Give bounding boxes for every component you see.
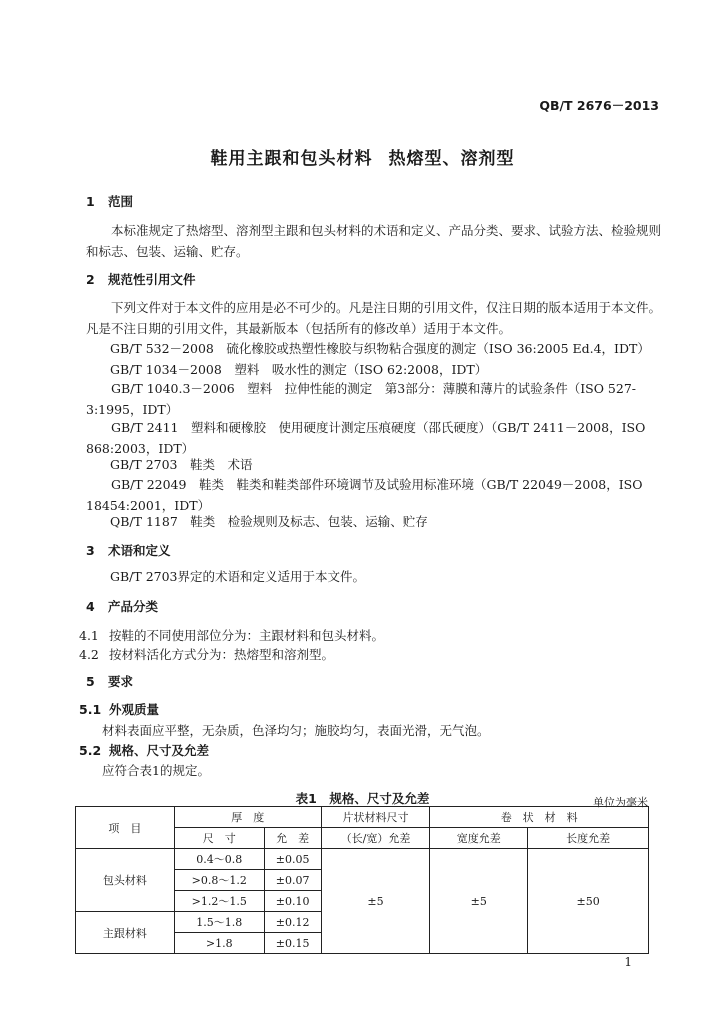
title-part-2: 热熔型、溶剂型 [388,149,515,169]
cell-size: >1.2～1.5 [174,891,264,912]
section-number: 2 [86,272,95,287]
reference-item: GB/T 532－2008 硫化橡胶或热塑性橡胶与织物粘合强度的测定（ISO 36:2005 Ed.4，IDT） [110,341,650,356]
clause-5-1-paragraph: 材料表面应平整，无杂质，色泽均匀；施胶均匀，表面光滑，无气泡。 [102,723,490,738]
section-title: 规范性引用文件 [108,272,196,287]
reference-item: QB/T 1187 鞋类 检验规则及标志、包装、运输、贮存 [110,514,428,529]
section-1-heading [86,192,133,210]
reference-item: GB/T 2411 塑料和硬橡胶 使用硬度计测定压痕硬度（邵氏硬度）（GB/T 2411－2008，ISO 868:2003，IDT） [86,420,646,456]
page-number: 1 [624,955,632,969]
cell-sheet-tolerance: ±5 [321,849,430,954]
cell-size: >0.8～1.2 [174,870,264,891]
header-roll-material: 卷 状 材 料 [430,807,649,828]
clause-5-1-heading [79,700,159,718]
section-5-heading [86,672,133,690]
section-3-heading [86,541,171,559]
section-1-paragraph: 本标准规定了热熔型、溶剂型主跟和包头材料的术语和定义、产品分类、要求、试验方法、检验规则和标志、包装、运输、贮存。 [86,223,662,259]
clause-title: 规格、尺寸及允差 [109,743,210,758]
header-tolerance: 允 差 [264,828,321,849]
reference-item: GB/T 1034－2008 塑料 吸水性的测定（ISO 62:2008，IDT） [110,362,488,377]
reference-item: GB/T 22049 鞋类 鞋类和鞋类部件环境调节及试验用标准环境（GB/T 22049－2008，ISO 18454:2001，IDT） [86,477,643,513]
clause-5-2-paragraph: 应符合表1的规定。 [102,763,210,778]
reference-item: GB/T 1040.3－2006 塑料 拉伸性能的测定 第3部分：薄膜和薄片的试验条件（ISO 527-3:1995，IDT） [86,381,637,417]
section-number: 5 [86,674,95,689]
clause-number: 5.1 [79,702,102,717]
section-title: 产品分类 [108,599,159,614]
clause-4-2 [79,645,334,663]
clause-4-1 [79,626,384,644]
header-width-tolerance: 宽度允差 [430,828,528,849]
clause-number: 4.1 [79,628,99,643]
clause-5-2-heading [79,741,209,759]
section-number: 1 [86,194,95,209]
cell-tolerance: ±0.12 [264,912,321,933]
table-unit-note: 单位为毫米 [593,796,648,809]
cell-tolerance: ±0.10 [264,891,321,912]
reference-item: GB/T 2703 鞋类 术语 [110,457,253,472]
header-item: 项 目 [76,807,175,849]
clause-number: 5.2 [79,743,102,758]
spec-table [75,806,649,954]
header-thickness: 厚 度 [174,807,321,828]
group-counter: 主跟材料 [76,912,175,954]
section-2-intro: 下列文件对于本文件的应用是必不可少的。凡是注日期的引用文件，仅注日期的版本适用于本文件。凡是不注日期的引用文件，其最新版本（包括所有的修改单）适用于本文件。 [86,300,662,336]
header-sheet-tolerance: （长/宽）允差 [321,828,430,849]
clause-number: 4.2 [79,647,99,662]
table-row [76,849,649,870]
cell-size: >1.8 [174,933,264,954]
clause-title: 外观质量 [109,702,160,717]
section-number: 4 [86,599,95,614]
section-title: 术语和定义 [108,543,171,558]
cell-tolerance: ±0.15 [264,933,321,954]
section-title: 要求 [108,674,134,689]
clause-text: 按材料活化方式分为：热熔型和溶剂型。 [109,647,335,662]
header-sheet-size: 片状材料尺寸 [321,807,430,828]
cell-width-tolerance: ±5 [430,849,528,954]
section-number: 3 [86,543,95,558]
header-size: 尺 寸 [174,828,264,849]
table-caption: 表1 规格、尺寸及允差 [295,791,430,806]
cell-length-tolerance: ±50 [528,849,649,954]
cell-tolerance: ±0.07 [264,870,321,891]
section-2-heading [86,270,196,288]
section-3-paragraph: GB/T 2703界定的术语和定义适用于本文件。 [110,569,366,584]
cell-tolerance: ±0.05 [264,849,321,870]
clause-text: 按鞋的不同使用部位分为：主跟材料和包头材料。 [109,628,385,643]
title-part-1: 鞋用主跟和包头材料 [210,149,373,169]
document-title [0,144,725,169]
table-header-row [76,807,649,828]
section-4-heading [86,597,158,615]
cell-size: 0.4～0.8 [174,849,264,870]
header-length-tolerance: 长度允差 [528,828,649,849]
cell-size: 1.5～1.8 [174,912,264,933]
section-title: 范围 [108,194,134,209]
standard-code: QB/T 2676－2013 [539,98,659,113]
group-toe-puff: 包头材料 [76,849,175,912]
